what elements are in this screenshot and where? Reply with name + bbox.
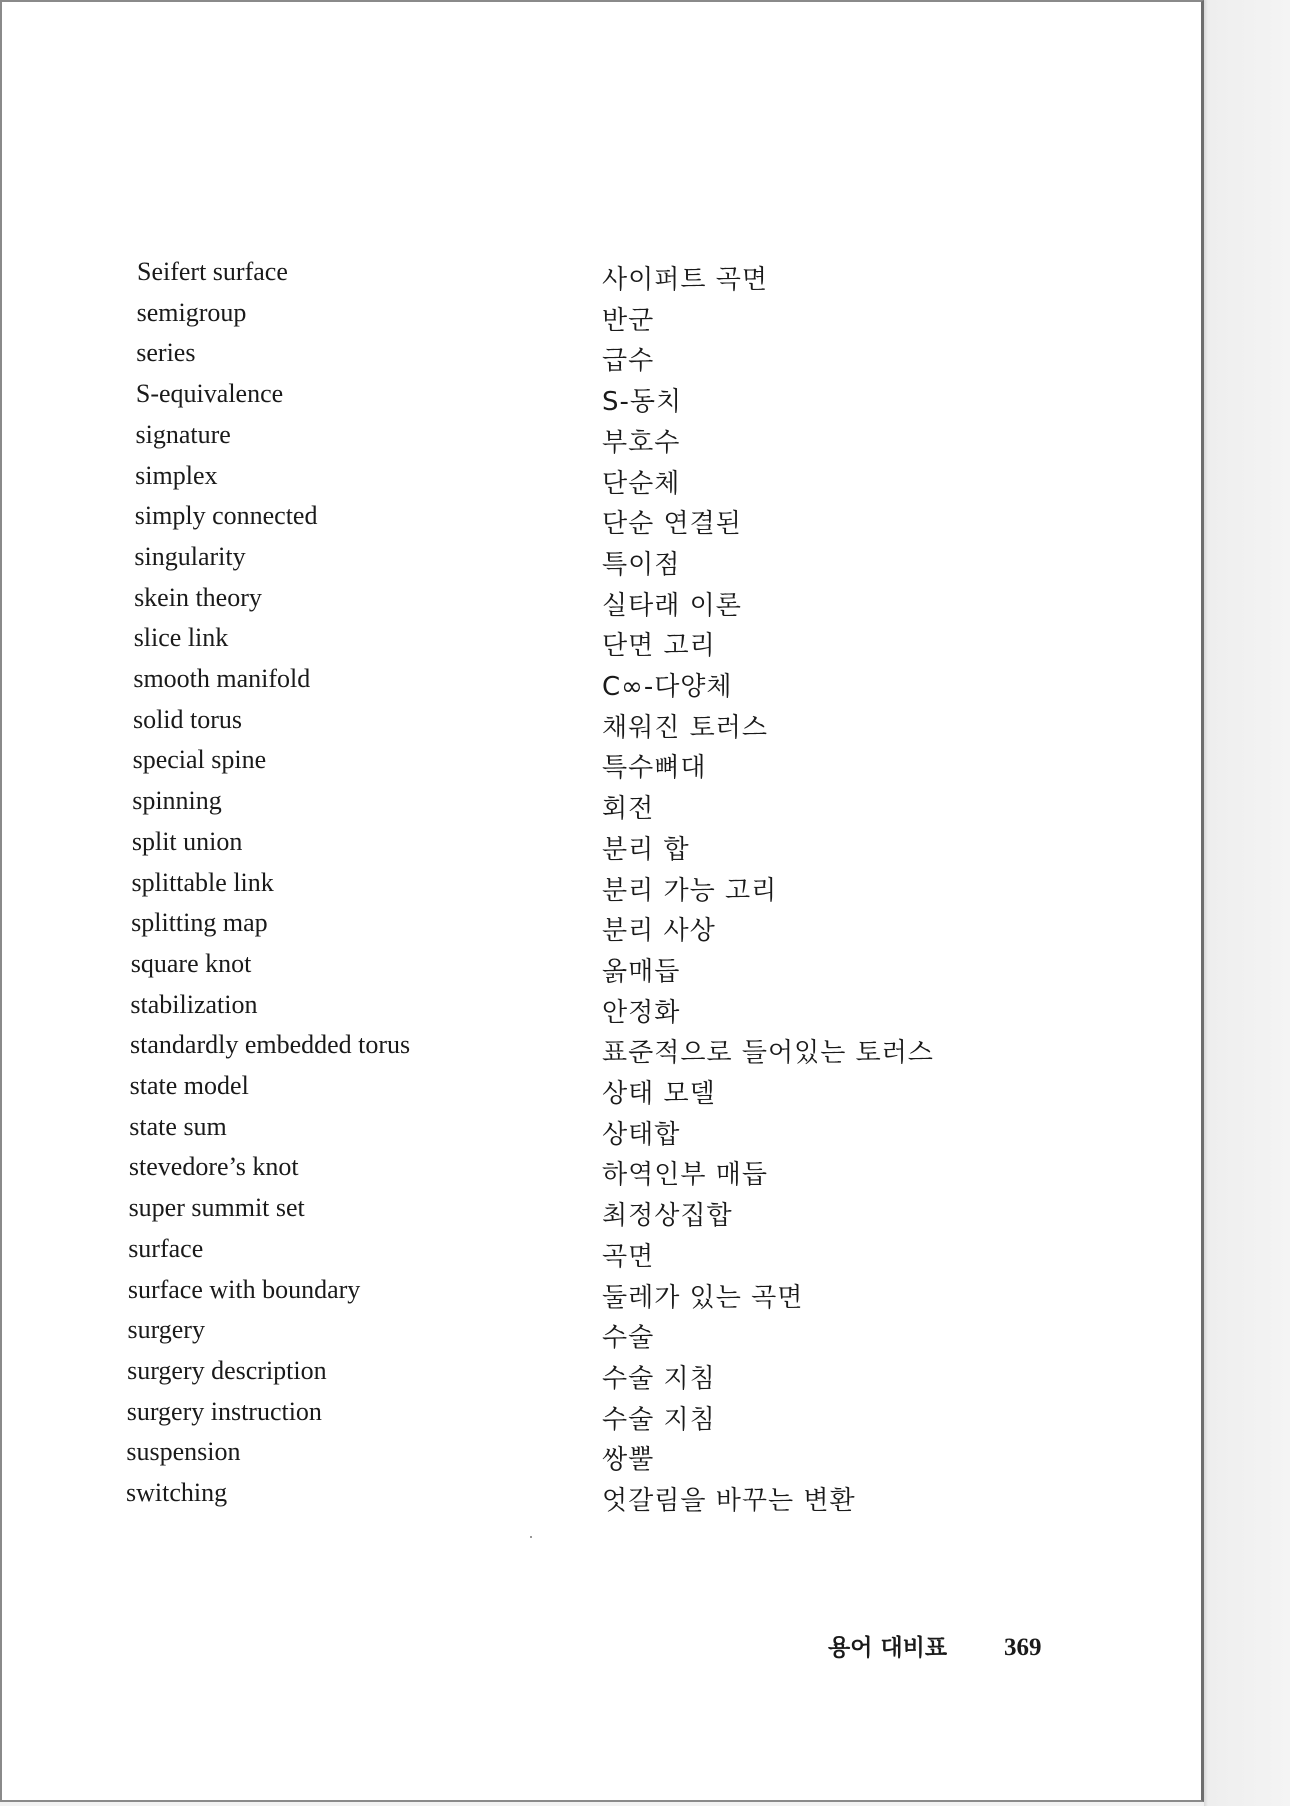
glossary-translation: 쌍뿔: [602, 1445, 655, 1476]
glossary-translation: 상태 모델: [602, 1079, 716, 1109]
glossary-row: [2, 1396, 1201, 1436]
glossary-translation: 사이퍼트 곡면: [602, 265, 768, 295]
glossary-term: split union: [131, 826, 243, 856]
glossary-translation: 수술 지침: [602, 1363, 716, 1394]
glossary-row: [2, 1477, 1201, 1517]
glossary-translation: 곡면: [602, 1241, 655, 1272]
glossary-translation: 하역인부 매듭: [602, 1160, 768, 1191]
glossary-translation: 둘레가 있는 곡면: [602, 1282, 804, 1313]
glossary-term: S-equivalence: [135, 379, 284, 409]
glossary-row: [2, 1192, 1201, 1232]
glossary-row: [2, 1233, 1201, 1273]
glossary-term: splitting map: [131, 908, 268, 938]
glossary-term: surgery description: [127, 1355, 327, 1385]
glossary-translation: 안정화: [602, 997, 681, 1028]
glossary-row: [2, 785, 1201, 825]
glossary-term: standardly embedded torus: [130, 1030, 411, 1060]
glossary-row: [2, 1151, 1201, 1191]
glossary-translation: 단면 고리: [602, 631, 716, 662]
glossary-row: [2, 907, 1201, 947]
glossary-term: Seifert surface: [137, 257, 288, 286]
glossary-term: skein theory: [134, 582, 262, 612]
glossary-term: surface: [128, 1233, 204, 1263]
glossary-term: surface with boundary: [127, 1274, 361, 1304]
glossary-row: [2, 826, 1201, 866]
glossary-row: [2, 419, 1201, 459]
glossary-translation: 수술: [602, 1323, 655, 1354]
glossary-row: [2, 1029, 1201, 1069]
glossary-term: slice link: [133, 623, 229, 653]
page-edge-shadow: [1204, 0, 1290, 1806]
glossary-term: surgery: [127, 1315, 205, 1345]
running-footer-title: 용어 대비표: [828, 1635, 948, 1661]
glossary-row: [2, 744, 1201, 784]
glossary-row: [2, 1314, 1201, 1354]
glossary-translation: 부호수: [602, 427, 681, 458]
glossary-row: [2, 460, 1201, 500]
glossary-term: simplex: [135, 460, 218, 490]
glossary-translation: 엇갈림을 바꾸는 변환: [602, 1486, 856, 1516]
glossary-translation: 옭매듭: [602, 956, 681, 987]
glossary-term: singularity: [134, 541, 246, 571]
glossary-row: [2, 337, 1201, 377]
glossary-row: [2, 1355, 1201, 1395]
glossary-row: [2, 378, 1201, 418]
glossary-term: state sum: [129, 1111, 227, 1141]
glossary-row: [2, 541, 1201, 581]
glossary-translation: 수술 지침: [602, 1404, 716, 1435]
glossary-translation: 급수: [602, 346, 655, 377]
glossary-row: [2, 1274, 1201, 1314]
glossary-translation: 특수뼈대: [602, 753, 707, 784]
glossary-term: spinning: [132, 786, 222, 816]
glossary-translation: 단순 연결된: [602, 509, 742, 540]
glossary-term: square knot: [130, 948, 252, 978]
glossary-row: [2, 1111, 1201, 1151]
glossary-term: stabilization: [130, 989, 258, 1019]
glossary-term: switching: [126, 1478, 228, 1507]
glossary-row: [2, 1436, 1201, 1476]
glossary-translation: 회전: [602, 794, 655, 825]
glossary-row: [2, 622, 1201, 662]
glossary-translation: 채워진 토러스: [602, 712, 768, 743]
glossary-term: super summit set: [128, 1193, 305, 1223]
glossary-row: [2, 582, 1201, 622]
glossary-term: solid torus: [132, 704, 243, 734]
glossary-translation: 분리 합: [602, 834, 690, 865]
glossary-row: [2, 867, 1201, 907]
glossary-row: [2, 256, 1201, 296]
glossary-translation: 분리 가능 고리: [602, 875, 778, 906]
glossary-term: signature: [135, 419, 231, 449]
glossary-term: splittable link: [131, 867, 274, 897]
glossary-row: [2, 989, 1201, 1029]
glossary-row: [2, 297, 1201, 337]
glossary-translation: S-동치: [602, 387, 683, 418]
scan-speck: [530, 1536, 532, 1538]
glossary-translation: 단순체: [602, 468, 681, 499]
glossary-term: stevedore’s knot: [128, 1152, 299, 1182]
glossary-translation: 반군: [602, 305, 655, 336]
glossary-translation: 특이점: [602, 549, 681, 580]
glossary-translation: 상태합: [602, 1119, 681, 1150]
glossary-row: [2, 704, 1201, 744]
glossary-term: series: [136, 338, 196, 368]
glossary-term: smooth manifold: [133, 664, 311, 693]
glossary-term: semigroup: [136, 297, 247, 327]
glossary-term: suspension: [126, 1437, 241, 1467]
glossary-translation: 표준적으로 들어있는 토러스: [602, 1038, 934, 1069]
glossary-row: [2, 500, 1201, 540]
glossary-term: simply connected: [134, 501, 318, 531]
glossary-row: [2, 948, 1201, 988]
glossary-term: surgery instruction: [126, 1396, 322, 1426]
glossary-translation: 최정상집합: [602, 1201, 733, 1232]
glossary-translation: 실타래 이론: [602, 590, 742, 621]
glossary-term: state model: [129, 1071, 249, 1100]
glossary-term: special spine: [132, 745, 267, 775]
glossary-translation: C∞-다양체: [602, 672, 733, 702]
glossary-row: [2, 663, 1201, 703]
glossary-translation: 분리 사상: [602, 916, 716, 947]
page-number: 369: [1004, 1634, 1042, 1661]
glossary-row: [2, 1070, 1201, 1110]
